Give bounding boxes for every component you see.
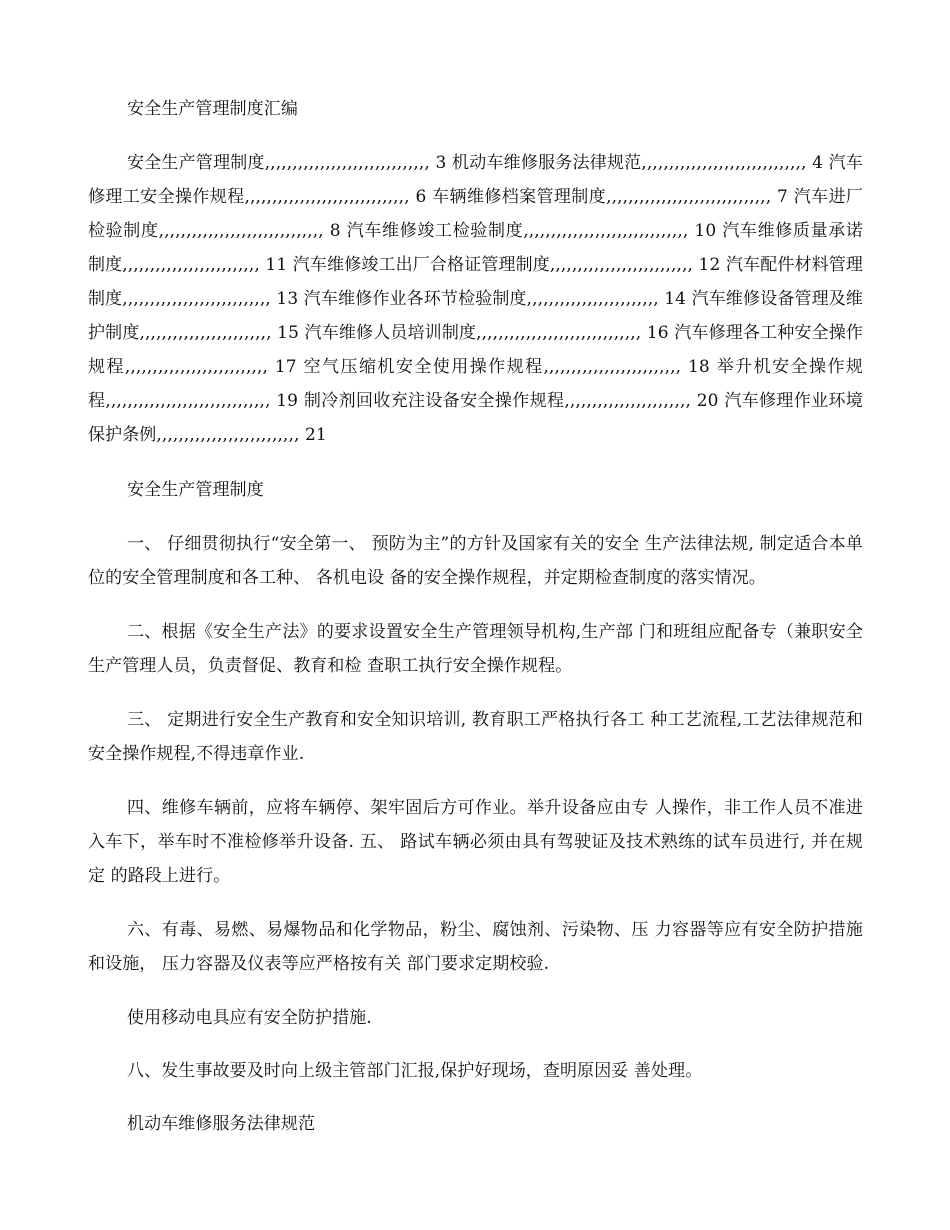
paragraph-2: 二、根据《安全生产法》的要求设置安全生产管理领导机构,生产部 门和班组应配备专（兼职安全生产管理人员，负责督促、教育和检 查职工执行安全操作规程。 [88, 622, 863, 676]
section-heading-vehicle-repair-law: 机动车维修服务法律规范 [127, 1114, 316, 1134]
paragraph-3: 三、 定期进行安全生产教育和安全知识培训, 教育职工严格执行各工 种工艺流程,工艺法律规范和安全操作规程,不得违章作业. [88, 710, 863, 764]
paragraph-4: 四、维修车辆前，应将车辆停、架牢固后方可作业。举升设备应由专 人操作，非工作人员不准进入车下，举车时不准检修举升设备. 五、 路试车辆必须由具有驾驶证及技术熟练的试车员进行, 并在规定 的路段上进行。 [88, 798, 863, 886]
paragraph-7: 使用移动电具应有安全防护措施. [127, 1008, 372, 1028]
paragraph-6: 六、有毒、易燃、易爆物品和化学物品，粉尘、腐蚀剂、污染物、压 力容器等应有安全防护措施和设施， 压力容器及仪表等应严格按有关 部门要求定期校验. [88, 920, 863, 974]
document-title: 安全生产管理制度汇编 [127, 99, 298, 119]
paragraph-8: 八、发生事故要及时向上级主管部门汇报,保护好现场，查明原因妥 善处理。 [127, 1061, 703, 1081]
table-of-contents: 安全生产管理制度,,,,,,,,,,,,,,,,,,,,,,,,,,,,,, 3 机动车维修服务法律规范,,,,,,,,,,,,,,,,,,,,,,,,,,,,,, 4 汽车修理工安全操作规程,,,,,,,,,,,,,,,,,,,,,,,,,,,,,, 6 车辆维修档案管理制度,,,,,,,,,,,,,,,,,,,,,,,,,,,,,, 7 汽车进厂检验制度,,,,,,,,,,,,,,,,,,,,,,,,,,,,,, 8 汽车维修竣工检验制度,,,,,,,,,,,,,,,,,,,,,,,,,,,,,, 10 汽车维修质量承诺制度,,,,,,,,,,,,,,,,,,,,,,,,, 11 汽车维修竣工出厂合格证管理制度,,,,,,,,,,,,,,,,,,,,,,,,,, 12 汽车配件材料管理制度,,,,,,,,,,,,,,,,,,,,,,,,,,, 13 汽车维修作业各环节检验制度,,,,,,,,,,,,,,,,,,,,,,,, 14 汽车维修设备管理及维护制度,,,,,,,,,,,,,,,,,,,,,,,, 15 汽车维修人员培训制度,,,,,,,,,,,,,,,,,,,,,,,,,,,,,, 16 汽车修理各工种安全操作规程,,,,,,,,,,,,,,,,,,,,,,,,,, 17 空气压缩机安全使用操作规程,,,,,,,,,,,,,,,,,,,,,,,,, 18 举升机安全操作规程,,,,,,,,,,,,,,,,,,,,,,,,,,,,,, 19 制冷剂回收充注设备安全操作规程,,,,,,,,,,,,,,,,,,,,,,, 20 汽车修理作业环境保护条例,,,,,,,,,,,,,,,,,,,,,,,,,, 21 [88, 153, 863, 445]
paragraph-1: 一、 仔细贯彻执行“安全第一、 预防为主”的方针及国家有关的安全 生产法律法规, 制定适合本单位的安全管理制度和各工种、 各机电设 备的安全操作规程，并定期检查制度的落实情况。 [88, 534, 863, 588]
section-heading-safety-management: 安全生产管理制度 [127, 480, 264, 500]
document-page [88, 92, 863, 1141]
